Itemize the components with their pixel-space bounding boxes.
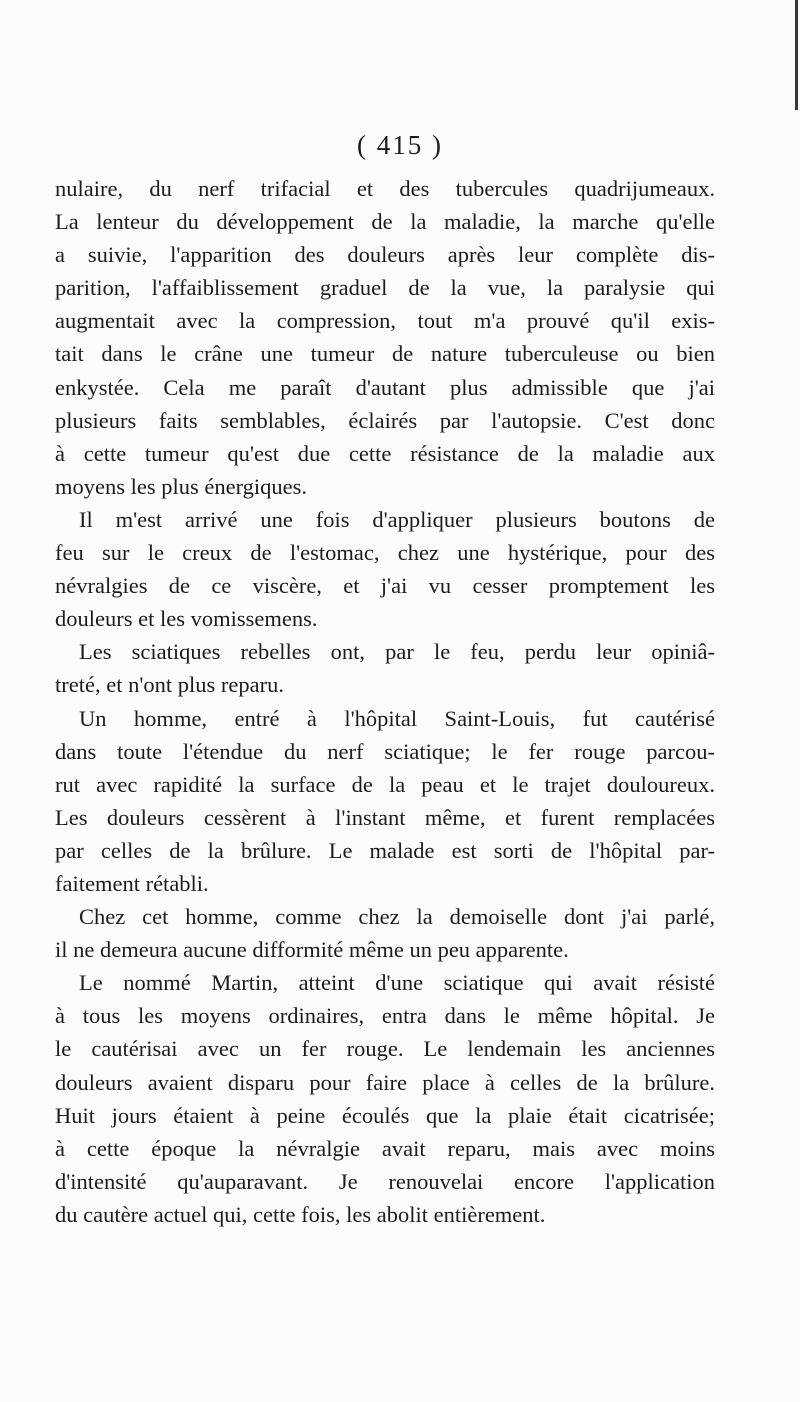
text-line: névralgies de ce viscère, et j'ai vu cesser promptement les [55,573,715,599]
text-line: d'intensité qu'auparavant. Je renouvelai encore l'application [55,1168,715,1194]
text-line: Huit jours étaient à peine écoulés que la plaie était cicatrisée; [55,1102,715,1128]
page-edge-mark [795,0,798,110]
text-line: du cautère actuel qui, cette fois, les abolit entièrement. [55,1201,546,1227]
page-number: ( 415 ) [357,130,443,160]
text-line: nulaire, du nerf trifacial et des tubercules quadrijumeaux. [55,176,715,201]
body-text [55,172,715,1231]
text-line: tait dans le crâne une tumeur de nature tuberculeuse ou bien [55,341,715,367]
text-line: douleurs avaient disparu pour faire place à celles de la brûlure. [55,1069,715,1095]
text-line: enkystée. Cela me paraît d'autant plus admissible que j'ai [55,374,715,400]
text-line: plusieurs faits semblables, éclairés par l'autopsie. C'est donc [55,407,715,433]
text-line: à tous les moyens ordinaires, entra dans le même hôpital. Je [55,1003,715,1029]
text-line: augmentait avec la compression, tout m'a prouvé qu'il exis- [55,308,715,334]
text-line: douleurs et les vomissemens. [55,606,318,632]
text-line: faitement rétabli. [55,870,209,896]
text-line: Les douleurs cessèrent à l'instant même, et furent remplacées [55,804,715,830]
text-line: Chez cet homme, comme chez la demoiselle dont j'ai parlé, [79,904,715,930]
text-line: rut avec rapidité la surface de la peau et le trajet douloureux. [55,771,715,797]
text-line: par celles de la brûlure. Le malade est sorti de l'hôpital par- [55,837,715,863]
text-line: à cette époque la névralgie avait reparu, mais avec moins [55,1135,715,1161]
text-line: feu sur le creux de l'estomac, chez une hystérique, pour des [55,540,715,566]
text-line: le cautérisai avec un fer rouge. Le lendemain les anciennes [55,1036,715,1062]
text-line: La lenteur du développement de la maladie, la marche qu'elle [55,209,715,235]
text-line: a suivie, l'apparition des douleurs après leur complète dis- [55,242,715,268]
text-line: Les sciatiques rebelles ont, par le feu, perdu leur opiniâ- [79,639,715,665]
text-line: à cette tumeur qu'est due cette résistance de la maladie aux [55,440,715,466]
text-line: dans toute l'étendue du nerf sciatique; le fer rouge parcou- [55,738,715,764]
text-line: treté, et n'ont plus reparu. [55,672,284,698]
text-line: moyens les plus énergiques. [55,473,308,499]
text-line: Le nommé Martin, atteint d'une sciatique qui avait résisté [79,970,715,996]
text-line: parition, l'affaiblissement graduel de la vue, la paralysie qui [55,275,715,301]
text-line: Un homme, entré à l'hôpital Saint-Louis, fut cautérisé [79,705,715,731]
text-line: Il m'est arrivé une fois d'appliquer plusieurs boutons de [79,506,715,532]
text-line: il ne demeura aucune difformité même un peu apparente. [55,937,569,963]
